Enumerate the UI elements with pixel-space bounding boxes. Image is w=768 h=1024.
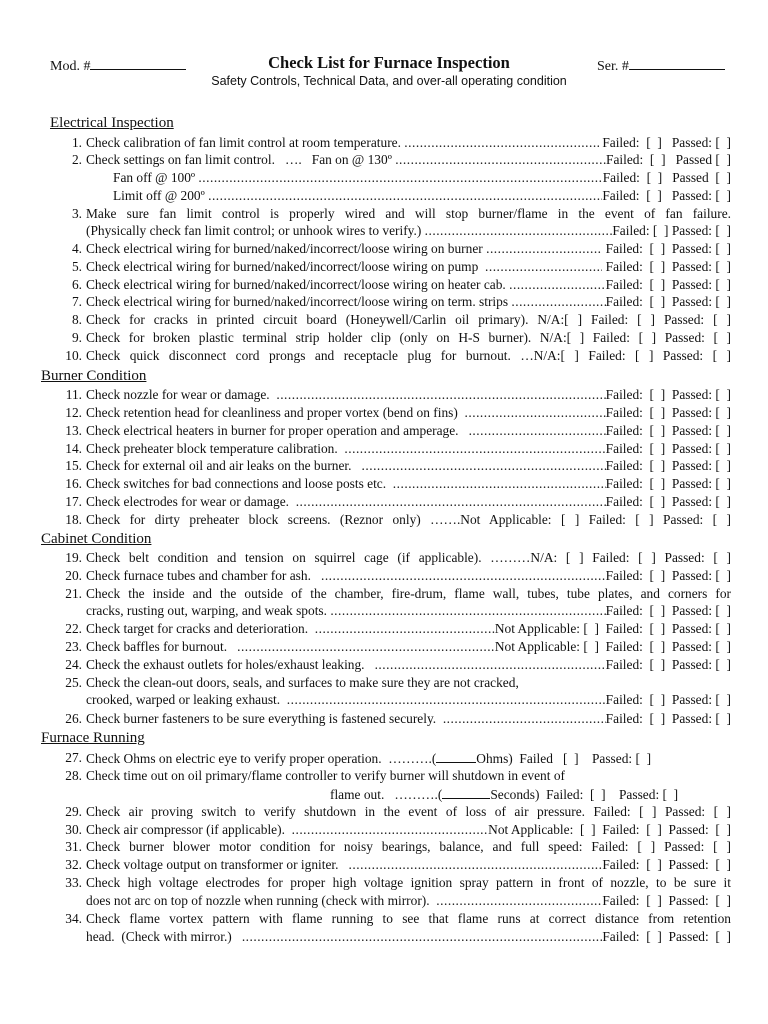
checklist-item-21-cont	[86, 603, 731, 620]
item-text: Check baffles for burnout.	[86, 639, 238, 654]
checklist-item-15	[86, 458, 731, 475]
checklist-item-28	[86, 768, 731, 785]
item-text: Check settings on fan limit control. …. Fan on @ 130º	[86, 152, 396, 167]
failed-passed-boxes[interactable]: Failed: [ ] Passed: [ ]	[605, 603, 731, 618]
item-text: Check burner fasteners to be sure everything is fastened securely.	[86, 711, 443, 726]
item-number: 4.	[71, 241, 82, 256]
leader-dots	[321, 568, 606, 584]
item-number: 34.	[65, 911, 82, 926]
item-text: Check Ohms on electric eye to verify proper operation. ……….(	[86, 751, 437, 766]
item-number: 30.	[65, 822, 82, 837]
item-number: 13.	[65, 423, 82, 438]
item-text: Check electrical wiring for burned/naked/incorrect/loose wiring on heater cab.	[86, 277, 510, 292]
checklist-item-21: Check the inside and the outside of the chamber, fire-drum, flame wall, tubes, tube plates, and corners for	[86, 586, 731, 601]
failed-passed-boxes[interactable]: Not Applicable: [ ] Failed: [ ] Passed: [ ]	[488, 822, 731, 837]
item-text: Check time out on oil primary/flame controller to verify burner will shutdown in event of	[86, 768, 565, 783]
leader-dots	[485, 259, 602, 275]
item-text: Fan off @ 100º	[113, 170, 199, 185]
checklist-item-29[interactable]: Check air proving switch to verify shutdown in the event of loss of air pressure. Failed: [ ] Passed: [ ]	[86, 804, 731, 819]
leader-dots	[349, 857, 603, 873]
item-text: Check for external oil and air leaks on the burner.	[86, 458, 362, 473]
leader-dots	[242, 929, 603, 945]
failed-passed-boxes[interactable]: Failed: [ ] Passed: [ ]	[612, 223, 731, 238]
checklist-item-6	[86, 277, 731, 294]
leader-dots	[296, 494, 606, 510]
item-text: head. (Check with mirror.)	[86, 929, 242, 944]
checklist-item-8[interactable]: Check for cracks in printed circuit board (Honeywell/Carlin oil primary). N/A:[ ] Failed: [ ] Passed: [ ]	[86, 312, 731, 327]
item-number: 25.	[65, 675, 82, 690]
page-title: Check List for Furnace Inspection	[268, 53, 510, 72]
item-number: 22.	[65, 621, 82, 636]
item-text: flame out. ……….(	[330, 787, 443, 802]
failed-passed-boxes[interactable]: Failed: [ ] Passed: [ ]	[605, 568, 731, 583]
checklist-item-33: Check high voltage electrodes for proper high voltage ignition spray pattern in front of nozzle, to be sure it	[86, 875, 731, 890]
failed-passed-boxes[interactable]: Failed: [ ] Passed: [ ]	[605, 294, 731, 309]
item-number: 5.	[71, 259, 82, 274]
checklist-item-16	[86, 476, 731, 493]
checklist-item-2	[86, 152, 731, 169]
item-text: Check the clean-out doors, seals, and surfaces to make sure they are not cracked,	[86, 675, 519, 690]
item-text: Check electrical wiring for burned/naked/incorrect/loose wiring on term. strips	[86, 294, 512, 309]
item-text: crooked, warped or leaking exhaust.	[86, 692, 287, 707]
item-number: 32.	[65, 857, 82, 872]
failed-passed-boxes[interactable]: Ohms) Failed [ ] Passed: [ ]	[476, 751, 652, 766]
item-number: 15.	[65, 458, 82, 473]
failed-passed-boxes[interactable]: Failed: [ ] Passed: [ ]	[602, 188, 731, 203]
checklist-item-30	[86, 822, 731, 839]
item-text: Check preheater block temperature calibration.	[86, 441, 345, 456]
failed-passed-boxes[interactable]: Failed: [ ] Passed: [ ]	[598, 135, 731, 150]
item-number: 14.	[65, 441, 82, 456]
leader-dots	[436, 893, 602, 909]
section-furnace-running: Furnace Running	[41, 730, 145, 746]
checklist-item-34-cont	[86, 929, 731, 946]
item-text: Check the exhaust outlets for holes/exhaust leaking.	[86, 657, 375, 672]
item-text: Check target for cracks and deterioration.	[86, 621, 315, 636]
checklist-item-19[interactable]: Check belt condition and tension on squirrel cage (if applicable). ………N/A: [ ] Failed: [ ] Passed: [ ]	[86, 550, 731, 565]
checklist-item-5	[86, 259, 731, 276]
failed-passed-boxes[interactable]: Failed: [ ] Passed [ ]	[606, 152, 731, 167]
failed-passed-boxes[interactable]: Failed: [ ] Passed: [ ]	[602, 929, 731, 944]
item-number: 19.	[65, 550, 82, 565]
item-text: Check voltage output on transformer or igniter.	[86, 857, 349, 872]
serial-number-label: Ser. #	[597, 59, 629, 74]
section-electrical-inspection: Electrical Inspection	[50, 115, 174, 131]
section-burner-condition: Burner Condition	[41, 368, 147, 384]
checklist-item-27	[86, 750, 731, 767]
checklist-item-14	[86, 441, 731, 458]
failed-passed-boxes[interactable]: Failed: [ ] Passed: [ ]	[602, 241, 731, 256]
failed-passed-boxes[interactable]: Seconds) Failed: [ ] Passed: [ ]	[490, 787, 679, 802]
failed-passed-boxes[interactable]: Failed: [ ] Passed: [ ]	[605, 405, 731, 420]
leader-dots	[287, 692, 606, 708]
item-text: Check electrical wiring for burned/naked/incorrect/loose wiring on burner	[86, 241, 487, 256]
leader-dots	[511, 294, 605, 310]
leader-dots	[469, 423, 606, 439]
failed-passed-boxes[interactable]: Not Applicable: [ ] Failed: [ ] Passed: [ ]	[494, 639, 731, 654]
leader-dots	[330, 603, 605, 619]
failed-passed-boxes[interactable]: Failed: [ ] Passed: [ ]	[605, 423, 731, 438]
leader-dots	[393, 476, 606, 492]
failed-passed-boxes[interactable]: Failed: [ ] Passed: [ ]	[605, 494, 731, 509]
item-number: 2.	[71, 152, 82, 167]
checklist-item-18[interactable]: Check for dirty preheater block screens. (Reznor only) …….Not Applicable: [ ] Failed: [ ] Passed: [ ]	[86, 512, 731, 527]
item-text: (Physically check fan limit control; or unhook wires to verify.)	[86, 223, 425, 238]
item-number: 28.	[65, 768, 82, 783]
checklist-item-4	[86, 241, 731, 258]
failed-passed-boxes[interactable]: Failed: [ ] Passed [ ]	[602, 170, 731, 185]
checklist-item-25	[86, 675, 731, 692]
seconds-blank[interactable]	[442, 786, 490, 799]
checklist-item-7	[86, 294, 731, 311]
model-number-label: Mod. #	[50, 59, 91, 74]
item-number: 20.	[65, 568, 82, 583]
item-text: does not arc on top of nozzle when running (check with mirror).	[86, 893, 437, 908]
failed-passed-boxes[interactable]: Failed: [ ] Passed: [ ]	[605, 277, 731, 292]
checklist-item-10[interactable]: Check quick disconnect cord prongs and receptacle plug for burnout. …N/A:[ ] Failed: [ ] Passed: [ ]	[86, 348, 731, 363]
checklist-item-33-cont	[86, 893, 731, 910]
leader-dots	[375, 657, 606, 673]
item-text: cracks, rusting out, warping, and weak spots.	[86, 603, 331, 618]
section-cabinet-condition: Cabinet Condition	[41, 531, 152, 547]
failed-passed-boxes[interactable]: Failed: [ ] Passed: [ ]	[605, 476, 731, 491]
failed-passed-boxes[interactable]: Failed: [ ] Passed: [ ]	[605, 458, 731, 473]
item-number: 12.	[65, 405, 82, 420]
item-text: Check air compressor (if applicable).	[86, 822, 292, 837]
checklist-item-34: Check flame vortex pattern with flame running to see that flame runs at correct distance from retention	[86, 911, 731, 926]
item-text: Check calibration of fan limit control at room temperature.	[86, 135, 405, 150]
item-text: Check retention head for cleanliness and proper vortex (bend on fins)	[86, 405, 465, 420]
checklist-item-12	[86, 405, 731, 422]
failed-passed-boxes[interactable]: Not Applicable: [ ] Failed: [ ] Passed: [ ]	[494, 621, 731, 636]
item-number: 10.	[65, 348, 82, 363]
item-number: 24.	[65, 657, 82, 672]
leader-dots	[395, 152, 606, 168]
item-number: 33.	[65, 875, 82, 890]
leader-dots	[208, 188, 602, 204]
item-number: 6.	[71, 277, 82, 292]
item-number: 1.	[71, 135, 82, 150]
leader-dots	[404, 135, 599, 151]
leader-dots	[315, 621, 495, 637]
page-subtitle: Safety Controls, Technical Data, and over-all operating condition	[211, 74, 567, 88]
checklist-item-2-fan-off	[113, 170, 731, 187]
item-number: 7.	[71, 294, 82, 309]
item-number: 21.	[65, 586, 82, 601]
failed-passed-boxes[interactable]: Failed: [ ] Passed: [ ]	[602, 857, 731, 872]
leader-dots	[425, 223, 613, 239]
checklist-item-23	[86, 639, 731, 656]
item-number: 3.	[71, 206, 82, 221]
leader-dots	[465, 405, 606, 421]
failed-passed-boxes[interactable]: Failed: [ ] Passed: [ ]	[605, 441, 731, 456]
checklist-item-1	[86, 135, 731, 152]
failed-passed-boxes[interactable]: Failed: [ ] Passed: [ ]	[605, 711, 731, 726]
item-text: Check switches for bad connections and loose posts etc.	[86, 476, 393, 491]
leader-dots	[276, 387, 605, 403]
checklist-item-26	[86, 711, 731, 728]
item-number: 29.	[65, 804, 82, 819]
item-text: Limit off @ 200º	[113, 188, 209, 203]
leader-dots	[344, 441, 605, 457]
leader-dots	[237, 639, 495, 655]
item-number: 16.	[65, 476, 82, 491]
serial-number-field[interactable]	[597, 56, 725, 75]
item-text: Check electrical wiring for burned/naked/incorrect/loose wiring on pump	[86, 259, 485, 274]
leader-dots	[362, 458, 606, 474]
ohms-blank[interactable]	[436, 750, 476, 763]
checklist-item-24	[86, 657, 731, 674]
item-number: 18.	[65, 512, 82, 527]
item-number: 17.	[65, 494, 82, 509]
checklist-item-28-cont	[330, 786, 731, 803]
checklist-item-20	[86, 568, 731, 585]
item-text: Check furnace tubes and chamber for ash.	[86, 568, 321, 583]
leader-dots	[292, 822, 489, 838]
item-number: 31.	[65, 839, 82, 854]
checklist-item-25-cont	[86, 692, 731, 709]
checklist-item-13	[86, 423, 731, 440]
item-number: 26.	[65, 711, 82, 726]
item-number: 27.	[65, 750, 82, 765]
checklist-item-22	[86, 621, 731, 638]
item-number: 23.	[65, 639, 82, 654]
checklist-item-17	[86, 494, 731, 511]
checklist-item-3-cont	[86, 223, 731, 240]
leader-dots	[509, 277, 606, 293]
checklist-item-11	[86, 387, 731, 404]
leader-dots	[443, 711, 606, 727]
checklist-item-31[interactable]: Check burner blower motor condition for noisy bearings, balance, and full speed: Failed: [ ] Passed: [ ]	[86, 839, 731, 854]
item-text: Check nozzle for wear or damage.	[86, 387, 277, 402]
checklist-item-3: Make sure fan limit control is properly wired and will stop burner/flame in the event of fan failure.	[86, 206, 731, 221]
checklist-item-32	[86, 857, 731, 874]
serial-number-blank[interactable]	[629, 56, 725, 70]
leader-dots	[486, 241, 602, 257]
checklist-item-9[interactable]: Check for broken plastic terminal strip holder clip (only on H-S burner). N/A:[ ] Failed: [ ] Passed: [ ]	[86, 330, 731, 345]
item-text: Check electrical heaters in burner for proper operation and amperage.	[86, 423, 469, 438]
item-number: 8.	[71, 312, 82, 327]
failed-passed-boxes[interactable]: Failed: [ ] Passed: [ ]	[605, 387, 731, 402]
leader-dots	[198, 170, 602, 186]
failed-passed-boxes[interactable]: Failed: [ ] Passed: [ ]	[605, 657, 731, 672]
failed-passed-boxes[interactable]: Failed: [ ] Passed: [ ]	[602, 893, 731, 908]
item-text: Check electrodes for wear or damage.	[86, 494, 296, 509]
item-number: 9.	[71, 330, 82, 345]
item-number: 11.	[65, 387, 82, 402]
failed-passed-boxes[interactable]: Failed: [ ] Passed: [ ]	[602, 259, 731, 274]
checklist-item-2-limit-off	[113, 188, 731, 205]
failed-passed-boxes[interactable]: Failed: [ ] Passed: [ ]	[605, 692, 731, 707]
